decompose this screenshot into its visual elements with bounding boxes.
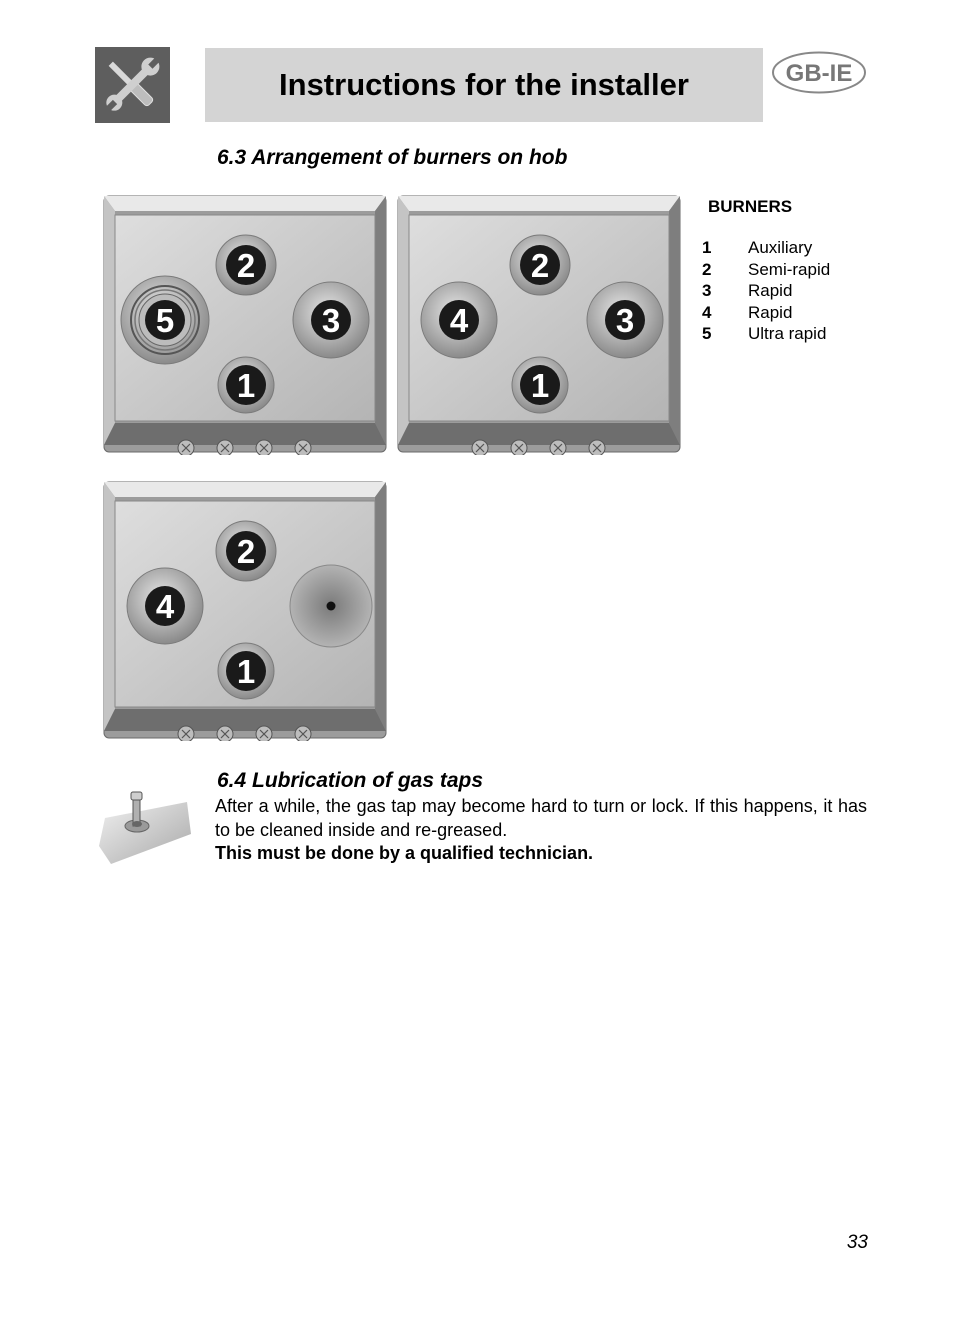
control-knob-icon — [256, 726, 272, 741]
lubrication-text — [215, 795, 867, 866]
burner-auxiliary — [218, 643, 274, 699]
legend-label: Semi-rapid — [748, 259, 831, 279]
control-knob-icon — [217, 440, 233, 455]
legend-item — [702, 323, 830, 345]
burner-rapid — [293, 282, 369, 358]
legend-label: Auxiliary — [748, 238, 813, 257]
legend-label: Rapid — [748, 302, 793, 322]
hob-bevel-bottom — [104, 423, 386, 445]
control-knob-icon — [295, 440, 311, 455]
header-bar — [205, 48, 763, 122]
burner-rapid — [587, 282, 663, 358]
burner-number: 2 — [236, 533, 256, 570]
control-knob-icon — [178, 726, 194, 741]
page-title: Instructions for the installer — [279, 67, 689, 102]
burner-number: 3 — [615, 302, 635, 339]
language-badge — [771, 51, 867, 94]
burner-rapid — [127, 568, 203, 644]
language-code: GB-IE — [785, 60, 853, 87]
hob-bevel-top — [104, 482, 386, 497]
gas-tap-icon — [97, 788, 193, 866]
hob-diagram-1 — [103, 195, 387, 455]
hob-bevel-left — [104, 196, 115, 445]
legend-label: Rapid — [748, 281, 793, 300]
legend-num: 2 — [702, 259, 712, 279]
hob-bevel-bottom — [104, 709, 386, 731]
control-knob-icon — [550, 440, 566, 455]
hob-bevel-top — [398, 196, 680, 211]
legend-item — [702, 302, 830, 324]
burner-number: 4 — [449, 302, 469, 339]
hob-bevel-bottom — [398, 423, 680, 445]
hob-bevel-left — [398, 196, 409, 445]
hob-diagram-2 — [397, 195, 681, 455]
lubrication-warning: This must be done by a qualified technician. — [215, 843, 594, 863]
legend-label: Ultra rapid — [748, 324, 827, 343]
hob-bevel-right — [375, 196, 386, 445]
legend-item — [702, 280, 830, 302]
burner-number: 4 — [155, 588, 175, 625]
legend-num: 1 — [702, 238, 712, 257]
hob-bevel-right — [669, 196, 680, 445]
control-knob-icon — [178, 440, 194, 455]
burner-number: 5 — [155, 302, 175, 339]
control-knob-icon — [589, 440, 605, 455]
lubrication-body: After a while, the gas tap may become hard to turn or lock. If this happens, it has to be cleaned inside and re-greased. — [215, 796, 867, 840]
page-number: 33 — [846, 1232, 868, 1253]
control-knob-icon — [472, 440, 488, 455]
installer-tools-icon — [95, 47, 170, 123]
hob-bevel-right — [375, 482, 386, 731]
control-knob-icon — [217, 726, 233, 741]
burners-legend — [702, 237, 830, 345]
legend-num: 4 — [702, 302, 712, 322]
control-knob-icon — [511, 440, 527, 455]
burner-number: 1 — [530, 367, 550, 404]
burner-rapid — [421, 282, 497, 358]
legend-num: 5 — [702, 324, 712, 343]
hob-bevel-left — [104, 482, 115, 731]
control-knob-icon — [295, 726, 311, 741]
burner-number: 1 — [236, 367, 256, 404]
legend-item — [702, 237, 830, 259]
hob-diagram-3 — [103, 481, 387, 741]
hob-bevel-top — [104, 196, 386, 211]
burner-number: 1 — [236, 653, 256, 690]
burner-hotplate — [290, 565, 372, 647]
burner-auxiliary — [512, 357, 568, 413]
burner-ultra-rapid — [121, 276, 209, 364]
section-6-4-title: 6.4 Lubrication of gas taps — [217, 769, 484, 792]
legend-num: 3 — [702, 281, 712, 300]
burners-legend-title: BURNERS — [708, 197, 793, 216]
burner-number: 2 — [236, 247, 256, 284]
burner-semi-rapid — [510, 235, 570, 295]
legend-item — [702, 259, 830, 281]
burner-semi-rapid — [216, 235, 276, 295]
control-knob-icon — [256, 440, 272, 455]
burner-auxiliary — [218, 357, 274, 413]
section-6-3-title: 6.3 Arrangement of burners on hob — [217, 146, 568, 169]
burner-number: 2 — [530, 247, 550, 284]
burner-semi-rapid — [216, 521, 276, 581]
burner-number: 3 — [321, 302, 341, 339]
